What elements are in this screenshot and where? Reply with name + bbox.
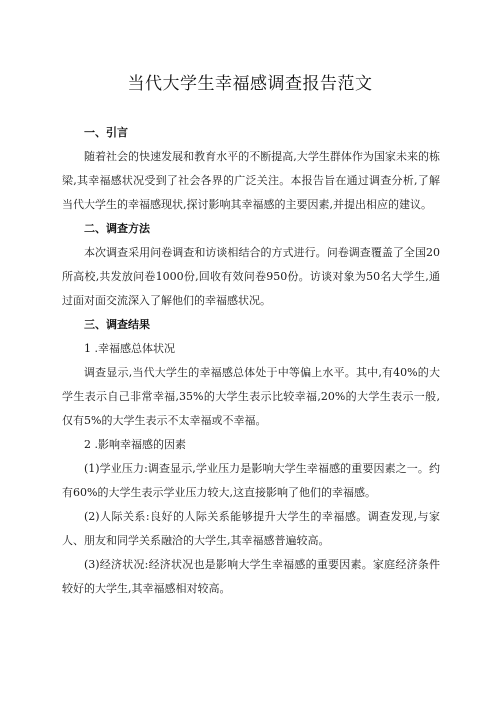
paragraph-intro: 随着社会的快速发展和教育水平的不断提高,大学生群体作为国家未来的栋梁,其幸福感状况受到了社会各界的广泛关注。本报告旨在通过调查分析,了解当代大学生的幸福感现状,探讨影响其幸福感的主要因素,并提出相应的建议。 <box>62 150 440 211</box>
paragraph-factor-academic: (1)学业压力:调查显示,学业压力是影响大学生幸福感的重要因素之一。约有60%的大学生表示学业压力较大,这直接影响了他们的幸福感。 <box>62 462 440 499</box>
paragraph-factor-economy: (3)经济状况:经济状况也是影响大学生幸福感的重要因素。家庭经济条件较好的大学生,其幸福感相对较高。 <box>62 558 440 595</box>
paragraph-factor-relationships: (2)人际关系:良好的人际关系能够提升大学生的幸福感。调查发现,与家人、朋友和同学关系融洽的大学生,其幸福感普遍较高。 <box>62 510 440 547</box>
subheading-factors: 2 .影响幸福感的因素 <box>84 438 186 451</box>
paragraph-method: 本次调查采用问卷调查和访谈相结合的方式进行。问卷调查覆盖了全国20所高校,共发放问卷1000份,回收有效问卷950份。访谈对象为50名大学生,通过面对面交流深入了解他们的幸福感状况。 <box>62 246 440 307</box>
document-title: 当代大学生幸福感调查报告范文 <box>127 74 373 94</box>
paragraph-overall: 调查显示,当代大学生的幸福感总体处于中等偏上水平。其中,有40%的大学生表示自己非常幸福,35%的大学生表示比较幸福,20%的大学生表示一般,仅有5%的大学生表示不太幸福或不幸福。 <box>62 366 440 427</box>
section-heading-method: 二、调查方法 <box>84 222 150 235</box>
section-heading-results: 三、调查结果 <box>84 318 150 331</box>
document-body <box>62 121 440 601</box>
section-heading-intro: 一、引言 <box>84 126 128 139</box>
subheading-overall: 1 .幸福感总体状况 <box>84 342 175 355</box>
